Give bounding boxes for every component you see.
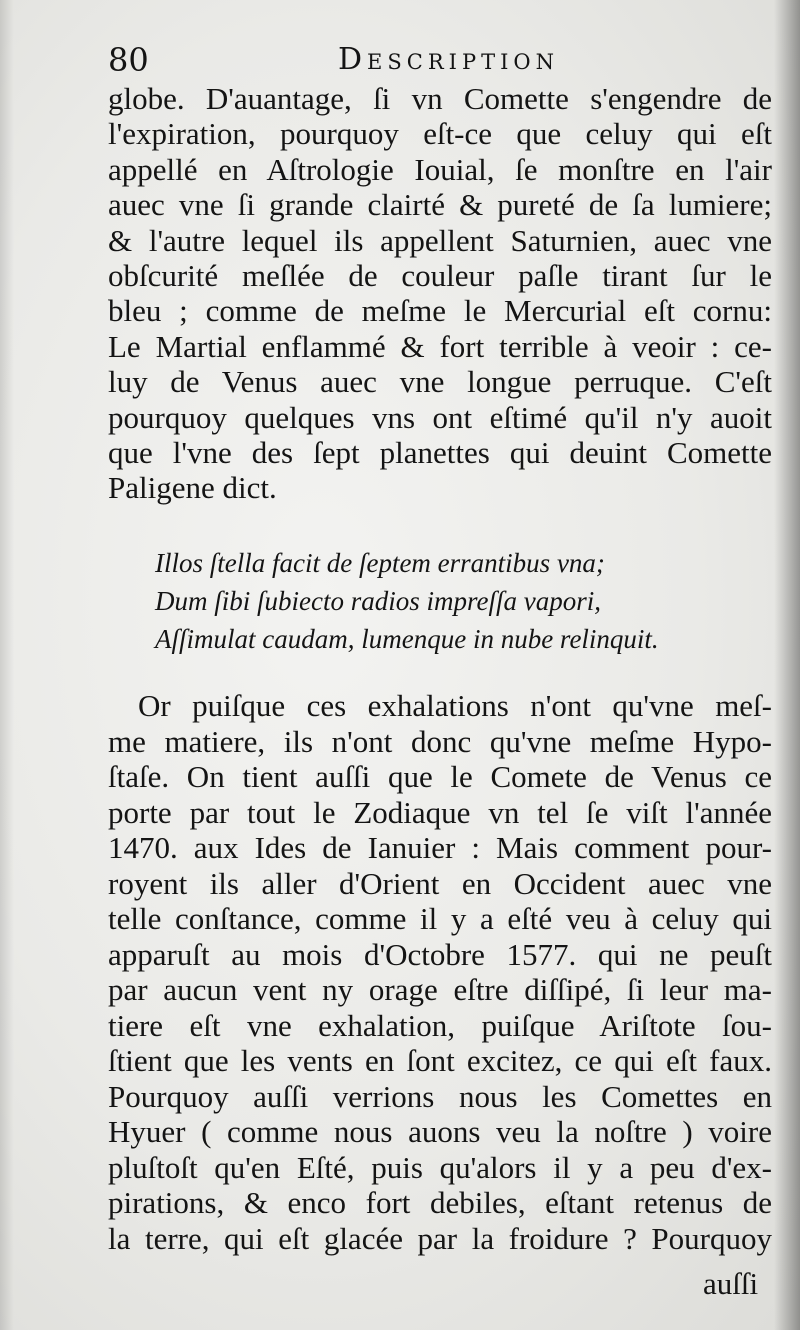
text-line: auec vne ſi grande clairté & pureté de ſa lumiere; bbox=[108, 187, 772, 223]
text-line: globe. D'auantage, ſi vn Comette s'engendre de bbox=[108, 81, 772, 116]
paragraph-1 bbox=[108, 81, 772, 506]
text-line: pourquoy quelques vns ont eſtimé qu'il n'y auoit bbox=[108, 399, 772, 435]
text-line: par aucun vent ny orage eſtre diſſipé, ſi leur ma- bbox=[108, 972, 772, 1007]
paragraph-2 bbox=[108, 688, 772, 1256]
text-line: Le Martial enflammé & fort terrible à veoir : ce- bbox=[108, 328, 772, 364]
text-line: ſtaſe. On tient auſſi que le Comete de Venus ce bbox=[108, 759, 772, 794]
page-header bbox=[108, 38, 770, 82]
text-line: obſcurité meſlée de couleur paſle tirant ſur le bbox=[108, 258, 772, 294]
text-line: ſtient que les vents en ſont excitez, ce qui eſt faux. bbox=[108, 1043, 772, 1078]
text-line: me matiere, ils n'ont donc qu'vne meſme Hypo- bbox=[108, 723, 772, 759]
verse-line: Aſſimulat caudam, lumenque in nube relinquit. bbox=[155, 624, 659, 654]
text-line: pirations, & enco fort debiles, eſtant retenus de bbox=[108, 1185, 772, 1220]
text-line: porte par tout le Zodiaque vn tel ſe viſt l'année bbox=[108, 794, 772, 830]
text-line: l'expiration, pourquoy eſt-ce que celuy qui eſt bbox=[108, 116, 772, 152]
text-line: royent ils aller d'Orient en Occident auec vne bbox=[108, 865, 772, 901]
text-line: Paligene dict. bbox=[108, 470, 277, 506]
text-line: telle conſtance, comme il y a eſté veu à celuy qui bbox=[108, 901, 772, 936]
text-line: Hyuer ( comme nous auons veu la noſtre ) voire bbox=[108, 1114, 772, 1149]
text-line: Pourquoy auſſi verrions nous les Comettes en bbox=[108, 1078, 772, 1114]
text-line: luy de Venus auec vne longue perruque. C'eſt bbox=[108, 364, 772, 400]
text-line: Or puiſque ces exhalations n'ont qu'vne meſ- bbox=[138, 688, 772, 723]
verse-line: Illos ſtella facit de ſeptem errantibus vna; bbox=[155, 548, 605, 578]
text-line: la terre, qui eſt glacée par la froidure ? Pourquoy bbox=[108, 1220, 772, 1256]
text-line: appellé en Aſtrologie Iouial, ſe monſtre en l'air bbox=[108, 151, 772, 187]
text-line: bleu ; comme de meſme le Mercurial eſt cornu: bbox=[108, 293, 772, 329]
running-title: Description bbox=[338, 42, 559, 77]
page-number: 80 bbox=[108, 41, 149, 79]
text-line: apparuſt au mois d'Octobre 1577. qui ne peuſt bbox=[108, 936, 772, 972]
text-line: que l'vne des ſept planettes qui deuint Comette bbox=[108, 435, 772, 471]
text-line: & l'autre lequel ils appellent Saturnien, auec vne bbox=[108, 222, 772, 258]
verse-line: Dum ſibi ſubiecto radios impreſſa vapori, bbox=[155, 586, 601, 616]
text-line: tiere eſt vne exhalation, puiſque Ariſtote ſou- bbox=[108, 1007, 772, 1043]
catchword: auſſi bbox=[703, 1266, 759, 1301]
latin-verse-quotation bbox=[155, 544, 775, 658]
text-line: 1470. aux Ides de Ianuier : Mais comment pour- bbox=[108, 830, 772, 865]
text-line: pluſtoſt qu'en Eſté, puis qu'alors il y a peu d'ex- bbox=[108, 1149, 772, 1185]
